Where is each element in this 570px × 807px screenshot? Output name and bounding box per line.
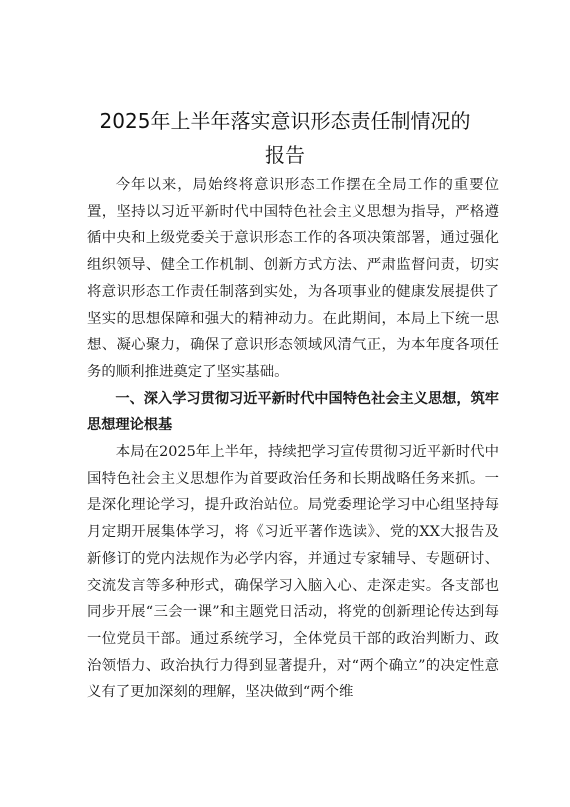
section-1-paragraph: 本局在2025年上半年，持续把学习宣传贯彻习近平新时代中国特色社会主义思想作为首要政治任务和长期战略任务来抓。一是深化理论学习，提升政治站位。局党委理论学习中心组坚持每月定期开展集体学习，将《习近平著作选读》、党的XX大报告及新修订的党内法规作为必学内容，并通过专家辅导、专题研讨、交流发言等多种形式，确保学习入脑入心、走深走实。各支部也同步开展“三会一课”和主题党日活动，将党的创新理论传达到每一位党员干部。通过系统学习，全体党员干部的政治判断力、政治领悟力、政治执行力得到显著提升，对“两个确立”的决定性意义有了更加深刻的理解，坚决做到“两个维 xyxy=(87,444,499,701)
intro-paragraph: 今年以来，局始终将意识形态工作摆在全局工作的重要位置，坚持以习近平新时代中国特色社会主义思想为指导，严格遵循中央和上级党委关于意识形态工作的各项决策部署，通过强化组织领导、健全工作机制、创新方式方法、严肃监督问责，切实将意识形态工作责任制落到实处，为各项事业的健康发展提供了坚实的思想保障和强大的精神动力。在此期间，本局上下统一思想、凝心聚力，确保了意识形态领域风清气正，为本年度各项任务的顺利推进奠定了坚实基础。 xyxy=(87,177,499,380)
title-line-2: 报告 xyxy=(265,143,305,167)
section-1-heading: 一、深入学习贯彻习近平新时代中国特色社会主义思想，筑牢思想理论根基 xyxy=(87,390,499,434)
title-line-1: 2025年上半年落实意识形态责任制情况的 xyxy=(99,109,471,133)
document-body xyxy=(87,172,499,706)
document-title xyxy=(60,104,510,172)
